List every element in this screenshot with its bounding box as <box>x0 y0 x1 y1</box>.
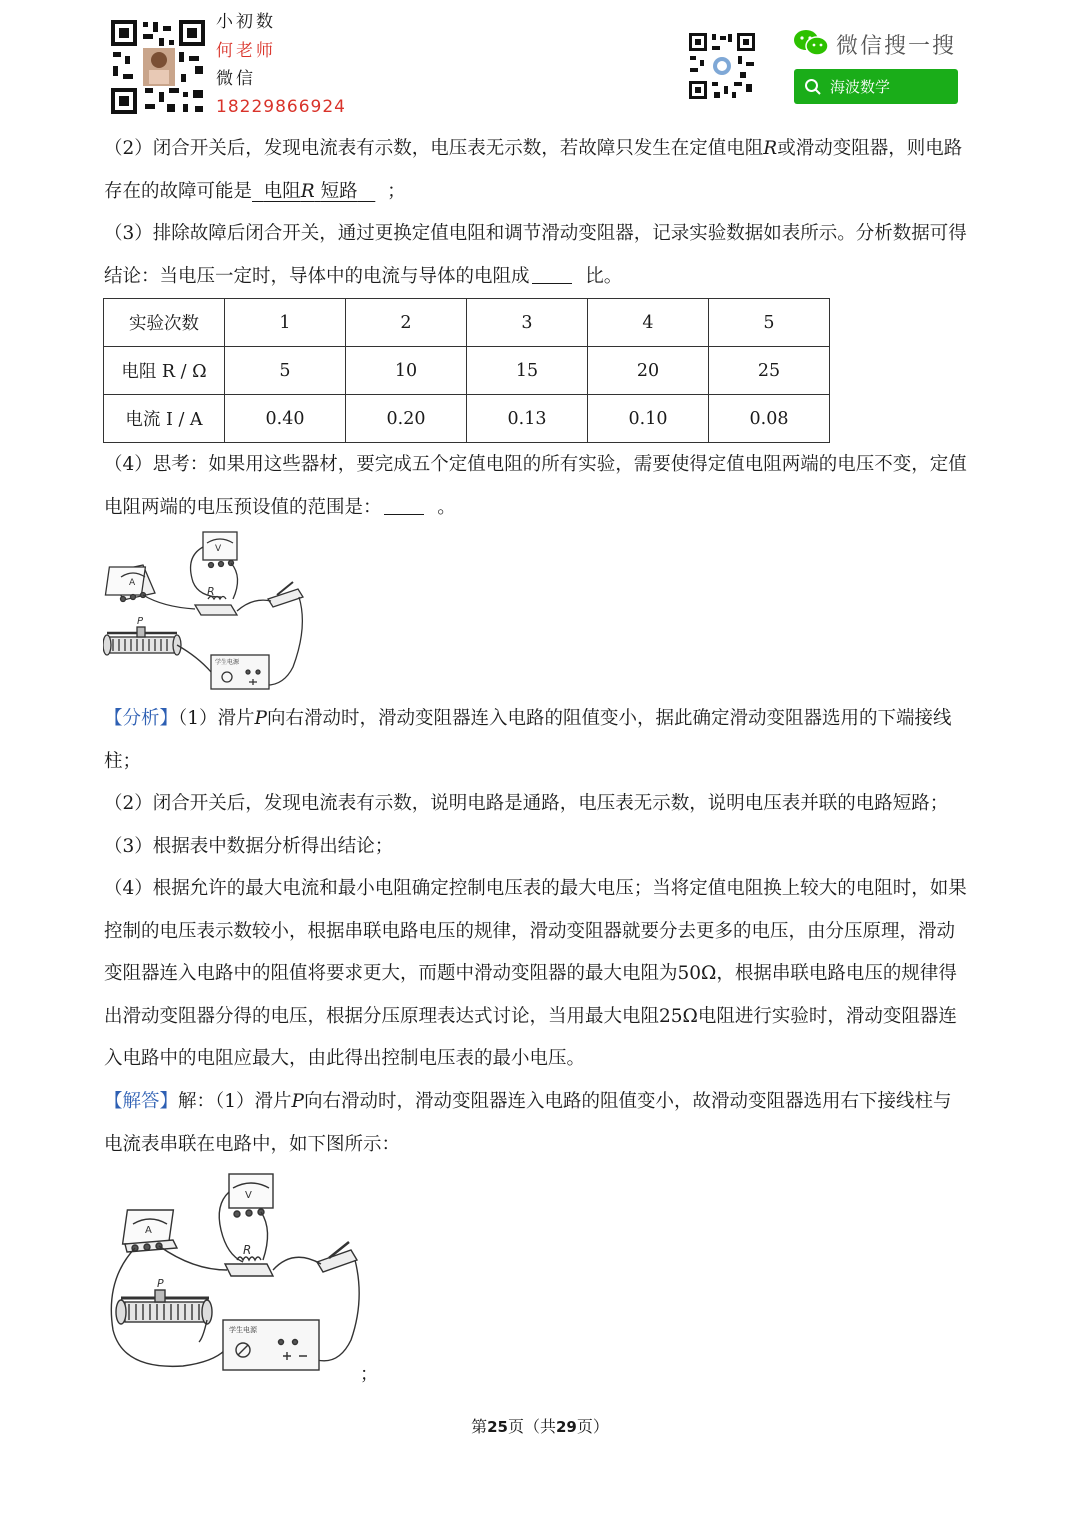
power-supply-label: 学生电源 <box>215 659 240 666</box>
qr-code-right <box>688 32 756 100</box>
table-row: 实验次数 1 2 3 4 5 <box>104 299 830 347</box>
qr-code-left <box>109 18 207 116</box>
resistor-label: R <box>243 1243 252 1257</box>
page-footer: 第25页（共29页） <box>471 1417 609 1436</box>
question-4: （4）思考：如果用这些器材，要完成五个定值电阻的所有实验，需要使得定值电阻两端的电压不变，定值 电阻两端的电压预设值的范围是： 。 <box>104 454 967 518</box>
table-row: 电阻 R / Ω 5 10 15 20 25 <box>104 347 830 395</box>
header-phone: 18229866924 <box>216 97 346 117</box>
circuit-figure-1 <box>103 527 308 697</box>
voltmeter-label: V <box>245 1190 252 1201</box>
circuit-figure-2 <box>103 1170 363 1380</box>
header-handwriting-1: 小初数 <box>216 12 276 32</box>
wechat-search-button-label: 海波数学 <box>830 78 891 96</box>
table-header-cell: 电流 I / A <box>104 395 225 443</box>
analysis-tag: 【分析】 <box>104 708 179 729</box>
solution-section: 【解答】解：（1）滑片P向右滑动时，滑动变阻器连入电路的阻值变小，故滑动变阻器选用右下接线柱与 电流表串联在电路中，如下图所示： <box>104 1091 952 1155</box>
slider-label: P <box>137 616 144 627</box>
page-total: 29 <box>556 1418 577 1436</box>
wechat-search-button[interactable] <box>794 69 958 104</box>
data-table <box>103 298 830 443</box>
table-row: 电流 I / A 0.40 0.20 0.13 0.10 0.08 <box>104 395 830 443</box>
answer-blank-3 <box>532 265 572 284</box>
power-supply-label: 学生电源 <box>229 1326 257 1334</box>
question-3: （3）排除故障后闭合开关，通过更换定值电阻和调节滑动变阻器，记录实验数据如表所示。分析数据可得 结论：当电压一定时，导体中的电流与导体的电阻成 比。 <box>104 223 967 287</box>
question-2: （2）闭合开关后，发现电流表有示数，电压表无示数，若故障只发生在定值电阻R或滑动变阻器，则电路 存在的故障可能是 电阻R 短路 ； <box>104 138 963 202</box>
ammeter-label: A <box>145 1225 152 1236</box>
voltmeter-label: V <box>215 544 222 554</box>
analysis-section: 【分析】（1）滑片P向右滑动时，滑动变阻器连入电路的阻值变小，据此确定滑动变阻器选用的下端接线 柱； （2）闭合开关后，发现电流表有示数，说明电路是通路，电压表无示数，说明电压表并联的电路短路； （3）根据表中数据分析得出结论； （4）根据允许的最大电流和最小电阻确定控制电压表的最大电压；当将定值电阻换上较大的电阻时，如果 控制的电压表示数较小，根据串联电路电压的规律，滑动变阻器就要分去更多的电压，由分压原理，滑动 变阻器连入电路中的阻值将要求更大，而题中滑动变阻器的最大电阻为50Ω，根据串联电路电压的规律得 出滑动变阻器分得的电压，根据分压原理表达式讨论，当用最大电阻25Ω电阻进行实验时，滑动变阻器连 入电路中的电阻应最大，由此得出控制电压表的最小电压。 <box>104 708 967 1069</box>
wechat-search-title: 微信搜一搜 <box>836 34 957 59</box>
ammeter-label: A <box>129 578 136 588</box>
page-number: 25 <box>487 1418 508 1436</box>
answer-blank-4 <box>384 496 424 515</box>
resistor-label: R <box>207 585 215 598</box>
answer-2: 电阻R 短路 <box>263 180 358 202</box>
solution-tag: 【解答】 <box>104 1091 179 1112</box>
solution-tail: ； <box>360 1364 378 1385</box>
slider-label: P <box>157 1277 164 1290</box>
wechat-logo-icon <box>793 28 829 58</box>
header-handwriting-3: 微信 <box>216 69 256 89</box>
header-handwriting-2: 何老师 <box>216 41 276 61</box>
table-header-cell: 实验次数 <box>104 299 225 347</box>
search-icon <box>804 78 822 96</box>
table-header-cell: 电阻 R / Ω <box>104 347 225 395</box>
